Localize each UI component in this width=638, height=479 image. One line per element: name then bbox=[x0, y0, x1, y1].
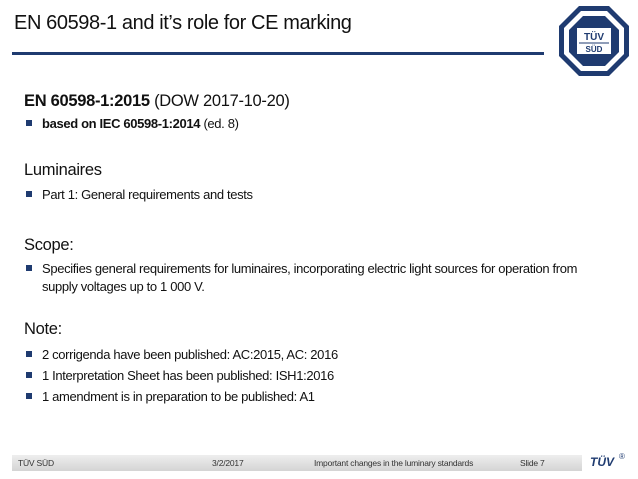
luminaires-bullet-text: Part 1: General requirements and tests bbox=[42, 187, 253, 202]
scope-bullet bbox=[24, 260, 608, 296]
footer-date: 3/2/2017 bbox=[212, 458, 244, 468]
scope-bullet-text: Specifies general requirements for luminaires, incorporating electric light sources for operation from supply voltages up to 1 000 V. bbox=[42, 261, 578, 294]
bullet-marker bbox=[26, 351, 32, 357]
standard-edition: (ed. 8) bbox=[203, 116, 239, 131]
note-heading: Note: bbox=[24, 320, 62, 338]
note-bullet bbox=[24, 367, 338, 385]
note-bullet-text: 1 amendment is in preparation to be published: A1 bbox=[42, 389, 315, 404]
footer-slide-number: Slide 7 bbox=[520, 458, 545, 468]
standard-dow: (DOW 2017-10-20) bbox=[154, 92, 290, 110]
bullet-marker bbox=[26, 372, 32, 378]
logo-text-bottom: SÜD bbox=[585, 45, 603, 54]
note-bullet bbox=[24, 388, 338, 406]
bullet-marker bbox=[26, 191, 32, 197]
logo-text-top: TÜV bbox=[584, 32, 604, 43]
footer-logo-text: TÜV bbox=[590, 455, 614, 469]
note-block bbox=[24, 320, 338, 406]
bullet-marker bbox=[26, 265, 32, 271]
bullet-marker bbox=[26, 393, 32, 399]
tuv-sud-logo bbox=[557, 4, 631, 78]
title-underline bbox=[12, 52, 544, 55]
standard-code: EN 60598-1:2015 bbox=[24, 92, 150, 110]
standard-bullet bbox=[24, 115, 290, 133]
footer-company: TÜV SÜD bbox=[18, 458, 54, 468]
standard-basis: based on IEC 60598-1:2014 bbox=[42, 116, 201, 131]
bullet-marker bbox=[26, 120, 32, 126]
scope-heading: Scope: bbox=[24, 236, 74, 254]
standard-heading bbox=[24, 92, 290, 111]
footer-topic: Important changes in the luminary standards bbox=[314, 458, 474, 468]
note-bullet-text: 2 corrigenda have been published: AC:2015, AC: 2016 bbox=[42, 347, 338, 362]
footer-tuv-logo bbox=[590, 454, 630, 472]
note-bullet-text: 1 Interpretation Sheet has been published: ISH1:2016 bbox=[42, 368, 334, 383]
luminaires-heading: Luminaires bbox=[24, 161, 102, 179]
luminaires-bullet bbox=[24, 186, 253, 204]
registered-mark-icon: ® bbox=[619, 452, 625, 461]
slide-title: EN 60598-1 and it’s role for CE marking bbox=[14, 12, 352, 34]
note-bullet bbox=[24, 346, 338, 364]
luminaires-block bbox=[24, 161, 253, 204]
standard-block bbox=[24, 92, 290, 133]
scope-block bbox=[24, 236, 604, 296]
footer-bar bbox=[12, 455, 582, 471]
